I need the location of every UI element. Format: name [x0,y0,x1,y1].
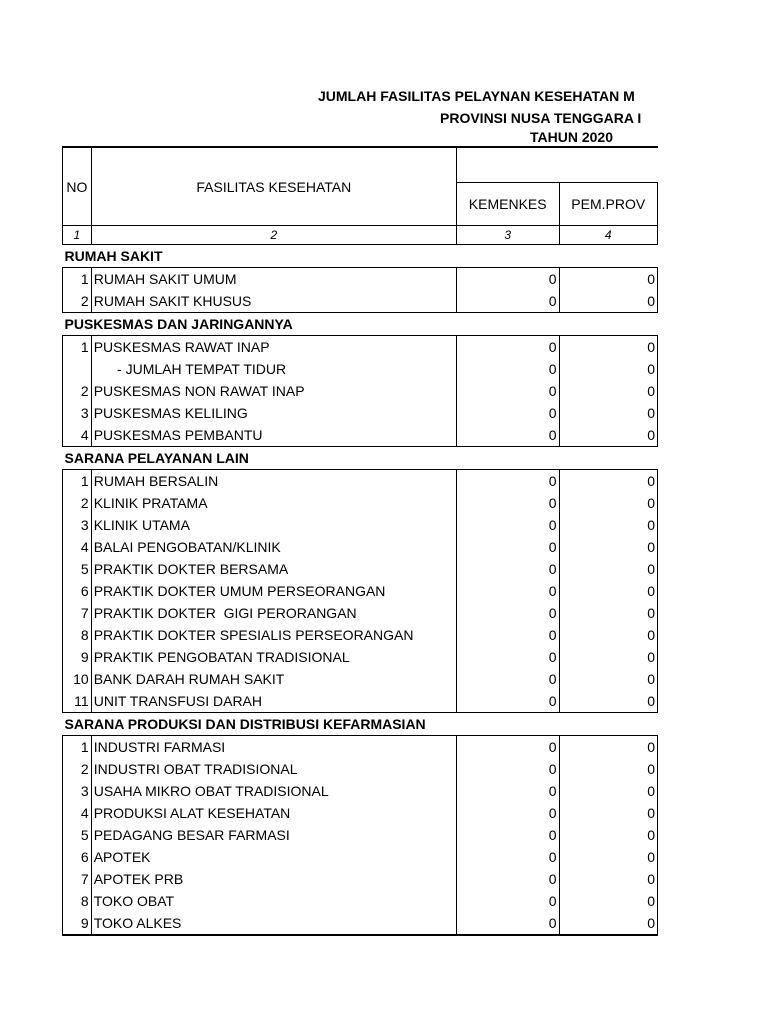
row-kemenkes-value: 0 [456,290,559,313]
row-pemprov-value: 0 [559,336,658,359]
table-row [63,358,658,380]
row-kemenkes-value: 0 [456,824,559,846]
report-title: JUMLAH FASILITAS PELAYNAN KESEHATAN M [318,88,635,104]
section-header-row [63,313,658,336]
row-kemenkes-value: 0 [456,868,559,890]
table-row [63,558,658,580]
row-facility-name: PUSKESMAS PEMBANTU [91,424,456,447]
header-owner-group [456,147,657,183]
row-facility-name: KLINIK UTAMA [91,514,456,536]
row-facility-name: KLINIK PRATAMA [91,492,456,514]
row-facility-name: INDUSTRI OBAT TRADISIONAL [91,758,456,780]
row-kemenkes-value: 0 [456,602,559,624]
row-number: 9 [63,912,92,935]
row-number: 4 [63,424,92,447]
row-facility-name: PRODUKSI ALAT KESEHATAN [91,802,456,824]
table-row [63,514,658,536]
row-facility-name: BANK DARAH RUMAH SAKIT [91,668,456,690]
table-row [63,846,658,868]
row-facility-name: PRAKTIK PENGOBATAN TRADISIONAL [91,646,456,668]
row-pemprov-value: 0 [559,558,658,580]
row-kemenkes-value: 0 [456,336,559,359]
row-kemenkes-value: 0 [456,846,559,868]
row-facility-name: - JUMLAH TEMPAT TIDUR [91,358,456,380]
row-facility-name: RUMAH SAKIT UMUM [91,268,456,291]
row-kemenkes-value: 0 [456,580,559,602]
row-number: 1 [63,336,92,359]
row-kemenkes-value: 0 [456,424,559,447]
row-facility-name: PRAKTIK DOKTER SPESIALIS PERSEORANGAN [91,624,456,646]
column-index-row [63,226,658,245]
table-row [63,492,658,514]
row-pemprov-value: 0 [559,402,658,424]
index-1: 1 [63,226,92,245]
row-pemprov-value: 0 [559,580,658,602]
row-pemprov-value: 0 [559,690,658,713]
row-pemprov-value: 0 [559,846,658,868]
table-row [63,402,658,424]
table-row [63,668,658,690]
table-row [63,802,658,824]
row-facility-name: PEDAGANG BESAR FARMASI [91,824,456,846]
row-pemprov-value: 0 [559,802,658,824]
row-pemprov-value: 0 [559,424,658,447]
row-pemprov-value: 0 [559,492,658,514]
table-row [63,424,658,447]
row-number: 2 [63,492,92,514]
row-pemprov-value: 0 [559,514,658,536]
row-number: 1 [63,470,92,493]
row-kemenkes-value: 0 [456,402,559,424]
row-pemprov-value: 0 [559,268,658,291]
section-header-row [63,447,658,470]
table-row [63,890,658,912]
row-number: 4 [63,536,92,558]
row-pemprov-value: 0 [559,824,658,846]
table-row [63,868,658,890]
table-row [63,736,658,759]
section-header-row [63,245,658,268]
row-kemenkes-value: 0 [456,268,559,291]
row-facility-name: APOTEK PRB [91,868,456,890]
table-row [63,336,658,359]
header-kemenkes: KEMENKES [456,183,559,226]
table-row [63,602,658,624]
row-facility-name: BALAI PENGOBATAN/KLINIK [91,536,456,558]
row-kemenkes-value: 0 [456,492,559,514]
section-title: PUSKESMAS DAN JARINGANNYA [63,313,658,336]
row-kemenkes-value: 0 [456,536,559,558]
row-pemprov-value: 0 [559,890,658,912]
row-number: 3 [63,780,92,802]
row-facility-name: UNIT TRANSFUSI DARAH [91,690,456,713]
row-facility-name: RUMAH BERSALIN [91,470,456,493]
section-header-row [63,713,658,736]
row-facility-name: INDUSTRI FARMASI [91,736,456,759]
row-facility-name: TOKO ALKES [91,912,456,935]
table-row [63,758,658,780]
row-facility-name: TOKO OBAT [91,890,456,912]
index-4: 4 [559,226,658,245]
row-number: 2 [63,758,92,780]
facility-table-body [63,147,658,935]
report-year: TAHUN 2020 [530,129,613,145]
row-kemenkes-value: 0 [456,558,559,580]
row-number: 5 [63,558,92,580]
row-facility-name: PRAKTIK DOKTER GIGI PERORANGAN [91,602,456,624]
row-pemprov-value: 0 [559,536,658,558]
row-facility-name: PRAKTIK DOKTER BERSAMA [91,558,456,580]
row-kemenkes-value: 0 [456,668,559,690]
row-kemenkes-value: 0 [456,912,559,935]
row-number: 3 [63,514,92,536]
row-pemprov-value: 0 [559,646,658,668]
row-kemenkes-value: 0 [456,780,559,802]
row-kemenkes-value: 0 [456,690,559,713]
row-pemprov-value: 0 [559,912,658,935]
row-facility-name: APOTEK [91,846,456,868]
row-pemprov-value: 0 [559,758,658,780]
row-pemprov-value: 0 [559,602,658,624]
row-pemprov-value: 0 [559,780,658,802]
row-pemprov-value: 0 [559,358,658,380]
row-pemprov-value: 0 [559,380,658,402]
table-row [63,268,658,291]
row-pemprov-value: 0 [559,736,658,759]
row-pemprov-value: 0 [559,290,658,313]
row-number: 6 [63,846,92,868]
row-pemprov-value: 0 [559,624,658,646]
row-kemenkes-value: 0 [456,624,559,646]
row-number: 11 [63,690,92,713]
row-number: 5 [63,824,92,846]
row-number: 3 [63,402,92,424]
row-number: 7 [63,868,92,890]
row-kemenkes-value: 0 [456,358,559,380]
header-facility: FASILITAS KESEHATAN [91,147,456,226]
row-number: 2 [63,290,92,313]
row-number: 2 [63,380,92,402]
row-number: 9 [63,646,92,668]
row-number: 8 [63,890,92,912]
table-row [63,580,658,602]
table-row [63,470,658,493]
header-no: NO [63,147,92,226]
row-pemprov-value: 0 [559,470,658,493]
row-kemenkes-value: 0 [456,736,559,759]
index-2: 2 [91,226,456,245]
row-number: 7 [63,602,92,624]
row-number [63,358,92,380]
row-facility-name: USAHA MIKRO OBAT TRADISIONAL [91,780,456,802]
row-facility-name: PUSKESMAS RAWAT INAP [91,336,456,359]
row-kemenkes-value: 0 [456,802,559,824]
table-row [63,646,658,668]
row-number: 1 [63,268,92,291]
row-number: 6 [63,580,92,602]
table-row [63,536,658,558]
row-kemenkes-value: 0 [456,890,559,912]
row-kemenkes-value: 0 [456,380,559,402]
row-number: 10 [63,668,92,690]
row-pemprov-value: 0 [559,668,658,690]
report-province: PROVINSI NUSA TENGGARA I [440,110,642,126]
row-facility-name: PRAKTIK DOKTER UMUM PERSEORANGAN [91,580,456,602]
header-pemprov: PEM.PROV [559,183,658,226]
table-row [63,290,658,313]
table-row [63,780,658,802]
row-number: 1 [63,736,92,759]
table-row [63,380,658,402]
section-title: SARANA PELAYANAN LAIN [63,447,658,470]
table-row [63,824,658,846]
table-row [63,624,658,646]
row-number: 8 [63,624,92,646]
row-kemenkes-value: 0 [456,514,559,536]
section-title: SARANA PRODUKSI DAN DISTRIBUSI KEFARMASIAN [63,713,658,736]
row-facility-name: PUSKESMAS KELILING [91,402,456,424]
section-title: RUMAH SAKIT [63,245,658,268]
index-3: 3 [456,226,559,245]
facility-table [62,146,658,936]
table-row [63,912,658,935]
row-kemenkes-value: 0 [456,470,559,493]
row-pemprov-value: 0 [559,868,658,890]
row-kemenkes-value: 0 [456,758,559,780]
row-number: 4 [63,802,92,824]
row-facility-name: RUMAH SAKIT KHUSUS [91,290,456,313]
row-kemenkes-value: 0 [456,646,559,668]
row-facility-name: PUSKESMAS NON RAWAT INAP [91,380,456,402]
table-row [63,690,658,713]
